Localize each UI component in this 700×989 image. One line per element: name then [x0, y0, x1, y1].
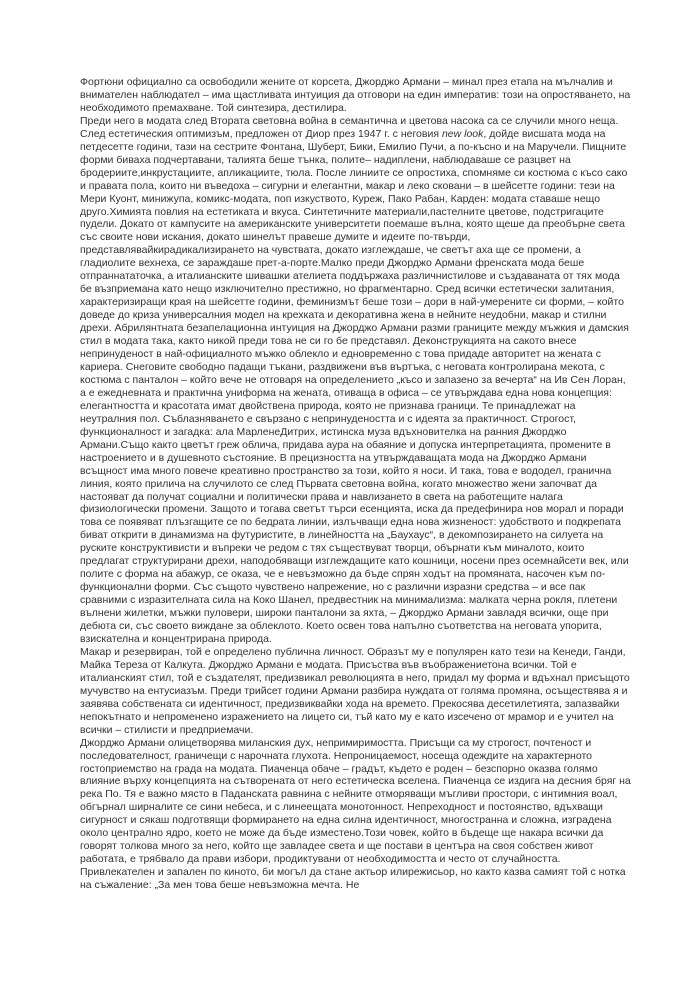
paragraph-milanese-spirit: Джорджо Армани олицетворява миланския дух, непримиримостта. Присъщи са му строгост, почтеност и последователност, граничещи с нарочната глухота. Непроницаемост, носеща одеждите на характерното гостоприемство на града на модата. Пиаченца обаче – градът, където е роден – безспорно оказва голямо влияние върху концепцията на сътворената от него естетическа вселена. Пиаченца се издига на десния бряг на река По. Тя е важно място в Паданската равнина с нейните отморяващи мъгливи простори, с интимния воал, обгърнал ширналите се сини небеса, и с линеещата монотонност. Непреходност и постоянство, вдъхващи сигурност и сякаш подготвящи формирането на една силна идентичност, многостранна и сложна, изградена около централно ядро, което не може да бъде изместено.Този човек, който в бъдеще ще накара всички да говорят толкова много за него, който ще завладее света и ще постави в центъра на своя собствен живот работата, е трябвало да прави избори, продиктувани от необходимостта и често от случайността. Привлекателен и запален по киното, би могъл да стане актьор илирежисьор, но както казва самият той с нотка на съжаление: „За мен това беше невъзможна мечта. Не [80, 736, 631, 892]
paragraph-intro: Фортюни официално са освободили жените от корсета, Джорджо Армани – минал през етапа на мълчалив и внимателен наблюдател – има щастливата интуиция да отговори на един императив: този на опростяването, на необходимото премахване. Той синтезира, дестилира. [80, 76, 631, 114]
paragraph-postwar-fashion: Преди него в модата след Втората световна война в семантична и цветова насока са се случили много неща. След естетическия оптимизъм, предложен от Диор през 1947 г. с неговия new look, дойде висшата мода на петдесетте години, тази на сестрите Фонтана, Шуберт, Бики, Емилио Пучи, а по-късно и на Маручели. Пищните форми биваха подчертавани, талията беше тънка, полите– надиплени, наблюдаваше се разцвет на бродериите,инкрустациите, апликациите, тюла. После линиите се опростиха, спомняме си костюма с късо сако и правата пола, които ни въведоха – сигурни и елегантни, макар и леко сковани – в шейсетте години: тези на Мери Куонт, минижупа, комикс-модата, поп изкуството, Куреж, Пако Рабан, Карден: модата ставаше нещо друго.Химията повлия на естетиката и вкуса. Синтетичните материали,пастелните цветове, подстригаците пудели. Докато от кампусите на американските университети поемаше вълна, която щеше да преобърне света със своите нови искания, докато шинелът правеше думите и идеите по-твърди, представлявайкирадикализирането на чувствата, докато изглеждаше, че светът аха ще се промени, а гладиолите вехнеха, се зараждаше прет-а-порте.Малко преди Джорджо Армани френската мода беше отпраннататочка, а италианските шивашки ателиета поддържаха различнистилове и създаваната от тях мода бе възприемана като нещо изключително престижно, но фрагментарно. Сред всички естетически залитания, характеризиращи края на шейсетте години, феминизмът беше този – дори в най-умерените си форми, – който доведе до криза универсалния модел на крехката и декоративна жена в нейните неудобни, макар и стилни дрехи. Абрилянтната безапелационна интуиция на Джорджо Армани разми границите между мъжкия и дамския стил в модата така, както никой преди това не си го бе представял. Деконструкцията на сакото внесе непринуденост в най-официалното мъжко облекло и едновременно с това придаде авторитет на жената с кариера. Снеговите свободно падащи тъкани, раздвижени във въртъка, с неговата контролирана мекота, с костюма с панталон – който вече не отговаря на определението „късо и запазено за вечерта“ на Ив Сен Лоран, а е ежедневната и практична униформа на жената, отиваща в офиса – се утвърждава една нова концепция: елегантността и красотата имат двойствена природа, която не признава граници. Те принадлежат на неутралния пол. Съблазняването е свързано с непринудеността и с идеята за практичност. Строгост, функционалност и загадка: ала МарленеДитрих, истинска муза вдъхновителка на ранния Джорджо Армани.Също както цветът греж облича, придава аура на обаяние и допуска интерпретацията, промените в настроението и в душевното състояние. В прецизността на утвърждаващата мода на Джорджо Армани всъщност има много повече креативно пространство за този, който я носи. И така, това е вододел, гранична линия, която прилича на случилото се след Първата световна война, когато множество жени започват да настояват да получат социални и политически права и навлизането в света на работещите налага физиологически промени. Защото и тогава светът търси есенцията, иска да предефинира нов морал и поради това се появяват плъзгащите се по бедрата линии, излъчващи една нова жизненост: удобството и подкрепата биват открити в динамизма на футуристите, в линейността на „Баухаус“, в декомпозирането на силуета на руските конструктивисти и въпреки че редом с тях съществуват творци, обърнати към миналото, които предлагат структурирани дрехи, наподобяващи изглеждащите като кошници, носени през осемнайсети век, или полите с форма на абажур, се оказа, че е невъзможно да бъде спрян ходът на промяната, насочен към по-функционални форми. Със същото чувствено напрежение, но с различни изразни средства – и все пак сравними с изразителната сила на Коко Шанел, предвестник на минимализма: малката черна рокля, плетени вълнени жилетки, мъжки пуловери, широки панталони за яхта, – Джорджо Армани завладя всички, още при дебюта си, със своето виждане за облеклото. Което освен това напълно съответства на неговата упорита, взискателна и концентрирана природа. [80, 114, 629, 645]
italic-term: new look [441, 127, 484, 140]
document-page [80, 76, 632, 892]
paragraph-public-figure: Макар и резервиран, той е определено публична личност. Образът му е популярен като тези на Кенеди, Ганди, Майка Тереза от Калкута. Джорджо Армани е модата. Присъства във въображениетона всички. Той е италианският стил, той е създателят, предизвикал революцията в него, придал му форма и вдъхнал присъщото мучувство на ентусиазъм. Преди трийсет години Армани разбира нуждата от голяма промяна, осъществява я и заявява собствената си идентичност, предизвиквайки хода на времето. Прекосява десетилетията, запазвайки непокътнато и непроменено изражението на лицето си, тъй като му е като изсечено от мрамор и е учител на всички – стилисти и предприемачи. [80, 645, 630, 736]
